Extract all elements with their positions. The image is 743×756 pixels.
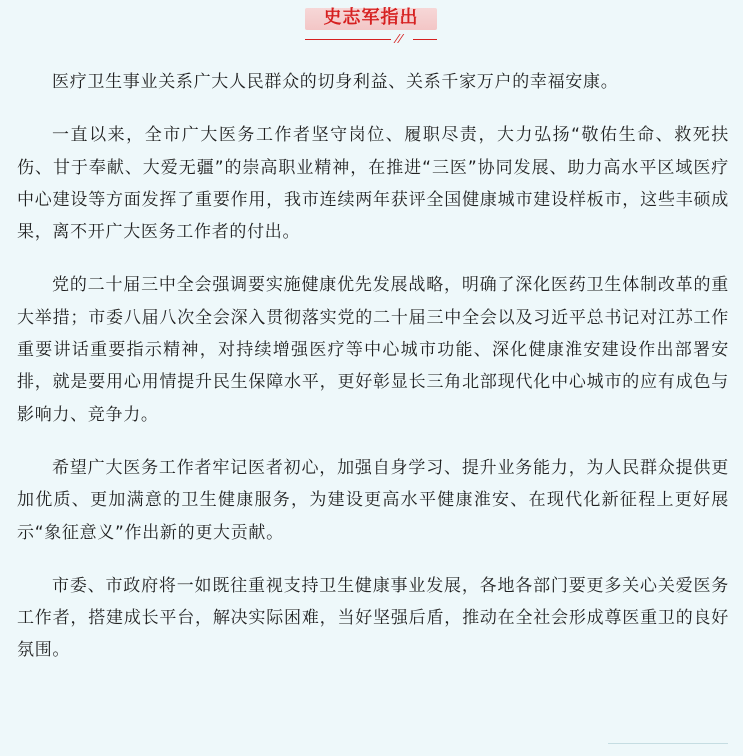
paragraph-2: 一直以来，全市广大医务工作者坚守岗位、履职尽责，大力弘扬“敬佑生命、救死扶伤、甘于奉献、大爱无疆”的崇高职业精神，在推进“三医”协同发展、助力高水平区域医疗中心建设等方面发挥了重要作用，我市连续两年获评全国健康城市建设样板市，这些丰硕成果，离不开广大医务工作者的付出。 — [17, 125, 729, 243]
double-slash-ornament: // — [393, 32, 404, 45]
section-title: 史志军指出 — [323, 7, 419, 28]
title-underline — [305, 32, 437, 45]
section-header — [0, 0, 743, 50]
bottom-divider — [608, 743, 728, 744]
article-body — [17, 66, 729, 688]
paragraph-3: 党的二十届三中全会强调要实施健康优先发展战略，明确了深化医药卫生体制改革的重大举措；市委八届八次全会深入贯彻落实党的二十届三中全会以及习近平总书记对江苏工作重要讲话重要指示精神，对持续增强医疗等中心城市功能、深化健康淮安建设作出部署安排，就是要用心用情提升民生保障水平，更好彰显长三角北部现代化中心城市的应有成色与影响力、竞争力。 — [17, 275, 729, 425]
paragraph-4: 希望广大医务工作者牢记医者初心，加强自身学习、提升业务能力，为人民群众提供更加优质、更加满意的卫生健康服务，为建设更高水平健康淮安、在现代化新征程上更好展示“象征意义”作出新的更大贡献。 — [17, 457, 729, 543]
section-title-badge — [305, 2, 437, 36]
underline-left — [305, 39, 391, 40]
underline-right — [413, 39, 437, 40]
paragraph-5: 市委、市政府将一如既往重视支持卫生健康事业发展，各地各部门要更多关心关爱医务工作者，搭建成长平台，解决实际困难，当好坚强后盾，推动在全社会形成尊医重卫的良好氛围。 — [17, 575, 729, 661]
paragraph-1: 医疗卫生事业关系广大人民群众的切身利益、关系千家万户的幸福安康。 — [52, 72, 619, 92]
